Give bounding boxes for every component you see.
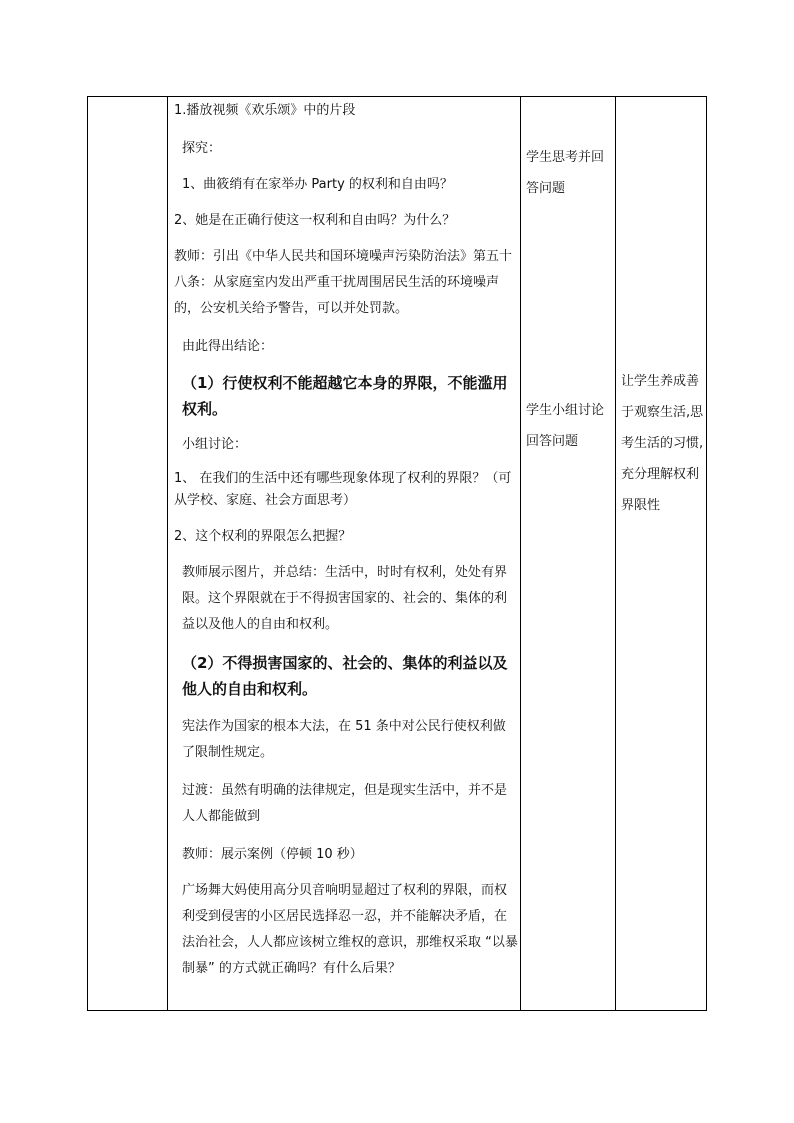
lesson-plan-table: [87, 96, 707, 1011]
paragraph-video: 1.播放视频《欢乐颂》中的片段: [174, 103, 356, 118]
column-divider: [520, 97, 521, 1010]
teaching-content-cell: [174, 97, 518, 982]
student-activity-text: 学生小组讨论回答问题: [526, 403, 605, 449]
paragraph-discussion-2: 2、这个权利的界限怎么把握？: [174, 529, 352, 544]
paragraph-teacher-summary: 教师展示图片，并总结：生活中，时时有权利，处处有界限。这个界限就在于不得损害国家的、社会的、集体的利益以及他人的自由和权利。: [182, 565, 508, 632]
paragraph-case-detail: 广场舞大妈使用高分贝音响明显超过了权利的界限，而权利受到侵害的小区居民选择忍一忍，并不能解决矛盾，在法治社会，人人都应该树立维权的意识，那维权采取 “以暴制暴” 的方式就正确吗？有什么后果？: [182, 883, 518, 976]
paragraph-question-2: 2、她是在正确行使这一权利和自由吗？为什么？: [174, 213, 456, 228]
paragraph-discussion-1: 1、 在我们的生活中还有哪些现象体现了权利的界限？（可从学校、家庭、社会方面思考）: [174, 471, 512, 508]
student-activity-1: [526, 142, 612, 204]
design-intent-text: 让学生养成善于观察生活,思考生活的习惯,充分理解权利界限性: [621, 374, 704, 513]
paragraph-case: 教师：展示案例（停顿 10 秒）: [182, 847, 363, 862]
paragraph-inquiry-heading: 探究：: [182, 141, 222, 156]
conclusion-2: （2）不得损害国家的、社会的、集体的利益以及他人的自由和权利。: [182, 654, 508, 698]
paragraph-constitution: 宪法作为国家的根本大法，在 51 条中对公民行使权利做了限制性规定。: [182, 719, 506, 760]
student-activity-text: 学生思考并回答问题: [526, 150, 605, 196]
student-activity-2: [526, 395, 612, 457]
column-divider: [167, 97, 168, 1010]
paragraph-conclusion-lead: 由此得出结论：: [182, 339, 274, 354]
column-divider: [615, 97, 616, 1010]
paragraph-teacher-law: 教师：引出《中华人民共和国环境噪声污染防治法》第五十八条：从家庭室内发出严重干扰周围居民生活的环境噪声的，公安机关给予警告，可以并处罚款。: [174, 249, 513, 316]
paragraph-transition: 过渡：虽然有明确的法律规定，但是现实生活中，并不是人人都能做到: [182, 783, 508, 824]
paragraph-group-discussion: 小组讨论：: [182, 437, 248, 452]
paragraph-question-1: 1、曲筱绡有在家举办 Party 的权利和自由吗？: [182, 177, 453, 192]
conclusion-1: （1）行使权利不能超越它本身的界限，不能滥用权利。: [182, 374, 508, 418]
design-intent-cell: [621, 366, 709, 521]
